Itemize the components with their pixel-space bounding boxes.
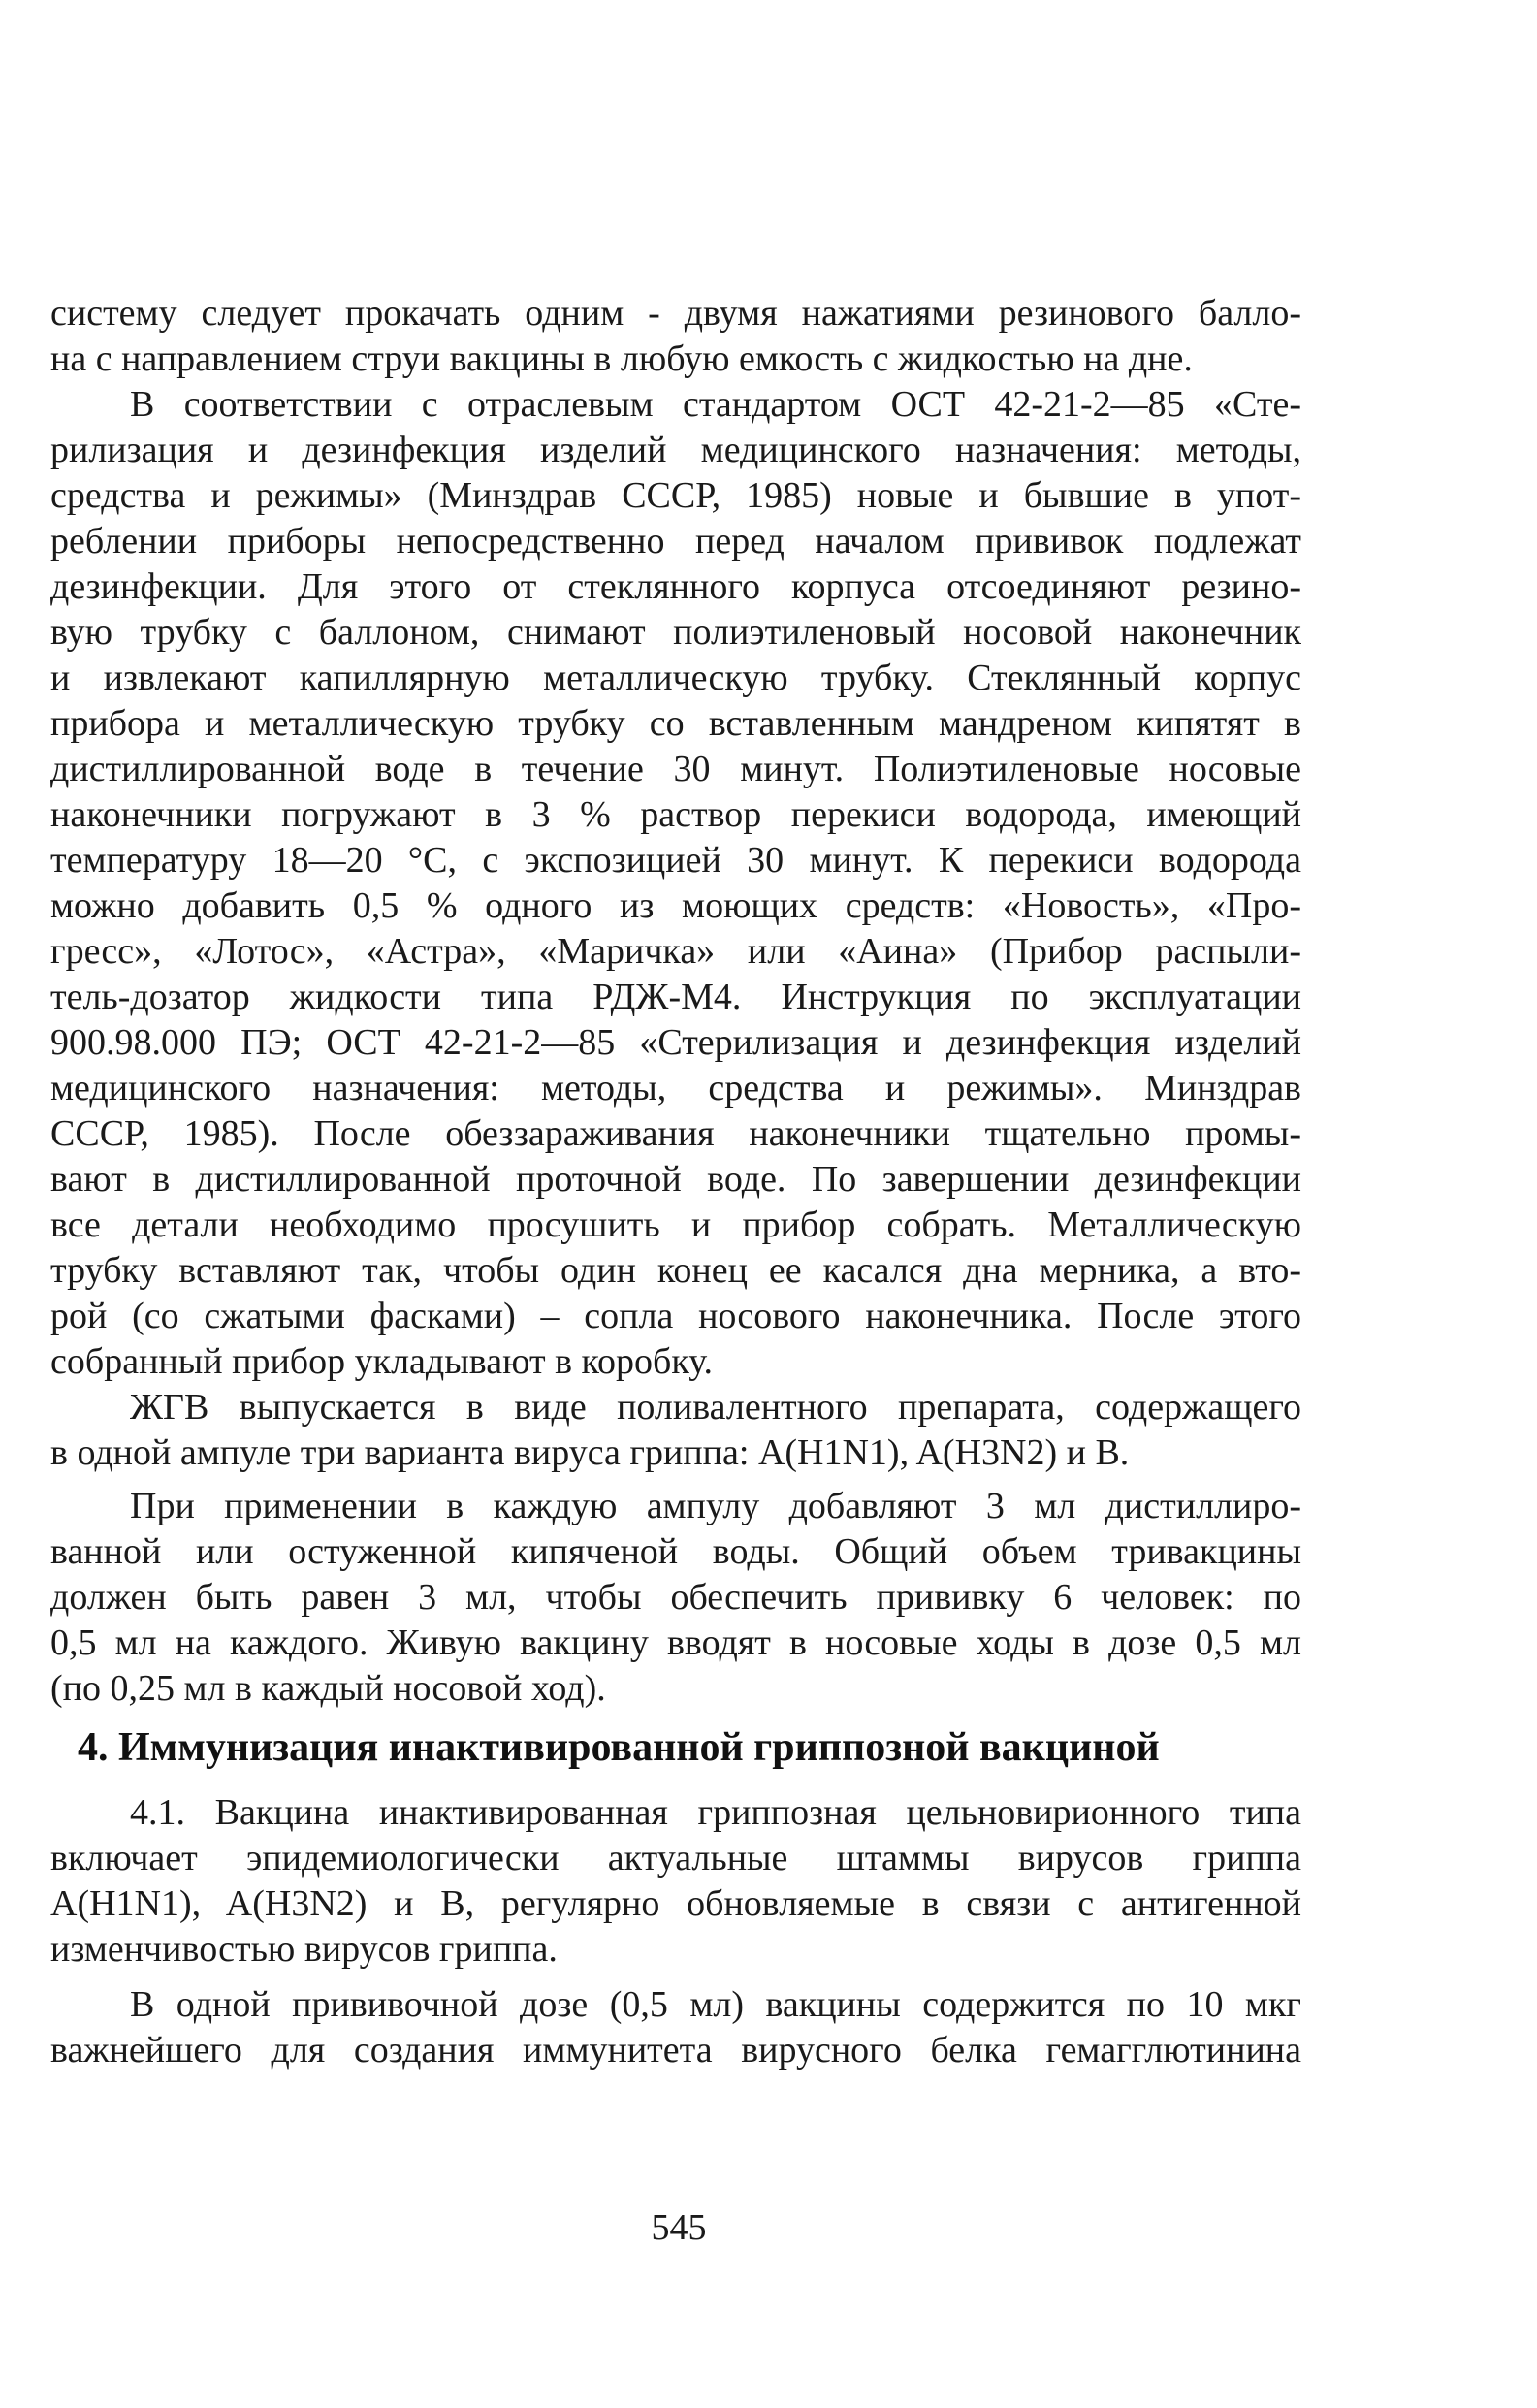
text-line: тель-дозатор жидкости типа РДЖ-М4. Инструкция по эксплуатации <box>50 977 1301 1017</box>
text-line: В одной прививочной дозе (0,5 мл) вакцины содержится по 10 мкг <box>130 1984 1301 2025</box>
text-line: 900.98.000 ПЭ; ОСТ 42-21-2—85 «Стерилизация и дезинфекция изделий <box>50 1022 1301 1063</box>
text-line: вают в дистиллированной проточной воде. По завершении дезинфекции <box>50 1159 1301 1200</box>
paragraph-sterilization <box>50 382 1301 1385</box>
text-line: СССР, 1985). После обеззараживания наконечники тщательно промы- <box>50 1113 1301 1154</box>
text-line: В соответствии с отраслевым стандартом ОСТ 42-21-2—85 «Сте- <box>130 384 1301 425</box>
text-line: изменчивостью вирусов гриппа. <box>50 1929 558 1970</box>
text-line: рилизация и дезинфекция изделий медицинского назначения: методы, <box>50 430 1301 470</box>
text-line: систему следует прокачать одним - двумя нажатиями резинового балло- <box>50 293 1301 334</box>
paragraph-continuation <box>50 291 1301 382</box>
paragraph-4-1 <box>50 1790 1301 1973</box>
text-line: ЖГВ выпускается в виде поливалентного препарата, содержащего <box>130 1387 1301 1428</box>
text-line: все детали необходимо просушить и прибор собрать. Металлическую <box>50 1204 1301 1245</box>
text-line: средства и режимы» (Минздрав СССР, 1985) новые и бывшие в упот- <box>50 475 1301 516</box>
text-line: включает эпидемиологически актуальные штаммы вирусов гриппа <box>50 1838 1301 1878</box>
text-line: наконечники погружают в 3 % раствор перекиси водорода, имеющий <box>50 794 1301 835</box>
text-line: можно добавить 0,5 % одного из моющих средств: «Новость», «Про- <box>50 885 1301 926</box>
section-heading: 4. Иммунизация инактивированной гриппозной вакциной <box>78 1725 1160 1770</box>
text-line: температуру 18—20 °С, с экспозицией 30 минут. К перекиси водорода <box>50 840 1301 881</box>
text-line: дезинфекции. Для этого от стеклянного корпуса отсоединяют резино- <box>50 566 1301 607</box>
text-line: рой (со сжатыми фасками) – сопла носового наконечника. После этого <box>50 1296 1301 1336</box>
text-line: При применении в каждую ампулу добавляют 3 мл дистиллиро- <box>130 1486 1301 1526</box>
paragraph-dose <box>50 1982 1301 2073</box>
text-line: гресс», «Лотос», «Астра», «Маричка» или «Аина» (Прибор распыли- <box>50 931 1301 972</box>
page-number: 545 <box>651 2207 707 2248</box>
paragraph-application <box>50 1484 1301 1712</box>
text-line: на с направлением струи вакцины в любую емкость с жидкостью на дне. <box>50 338 1193 379</box>
text-line: 0,5 мл на каждого. Живую вакцину вводят в носовые ходы в дозе 0,5 мл <box>50 1622 1301 1663</box>
text-line: в одной ампуле три варианта вируса гриппа: A(H1N1), A(H3N2) и B. <box>50 1432 1130 1473</box>
text-line: собранный прибор укладывают в коробку. <box>50 1341 713 1382</box>
text-line: (по 0,25 мл в каждый носовой ход). <box>50 1668 606 1709</box>
paragraph-zhgv <box>50 1385 1301 1476</box>
text-line: A(H1N1), A(H3N2) и B, регулярно обновляемые в связи с антигенной <box>50 1883 1301 1924</box>
text-line: прибора и металлическую трубку со вставленным мандреном кипятят в <box>50 703 1301 744</box>
text-line: и извлекают капиллярную металлическую трубку. Стеклянный корпус <box>50 658 1301 698</box>
text-line: медицинского назначения: методы, средства и режимы». Минздрав <box>50 1068 1301 1108</box>
text-line: важнейшего для создания иммунитета вирусного белка гемагглютинина <box>50 2030 1301 2071</box>
text-line: вую трубку с баллоном, снимают полиэтиленовый носовой наконечник <box>50 612 1301 653</box>
text-line: дистиллированной воде в течение 30 минут. Полиэтиленовые носовые <box>50 749 1301 789</box>
text-line: 4.1. Вакцина инактивированная гриппозная цельновирионного типа <box>130 1792 1301 1833</box>
text-line: трубку вставляют так, чтобы один конец ее касался дна мерника, а вто- <box>50 1250 1301 1291</box>
text-line: ванной или остуженной кипяченой воды. Общий объем тривакцины <box>50 1531 1301 1572</box>
text-line: должен быть равен 3 мл, чтобы обеспечить прививку 6 человек: по <box>50 1577 1301 1618</box>
text-line: реблении приборы непосредственно перед началом прививок подлежат <box>50 521 1301 562</box>
